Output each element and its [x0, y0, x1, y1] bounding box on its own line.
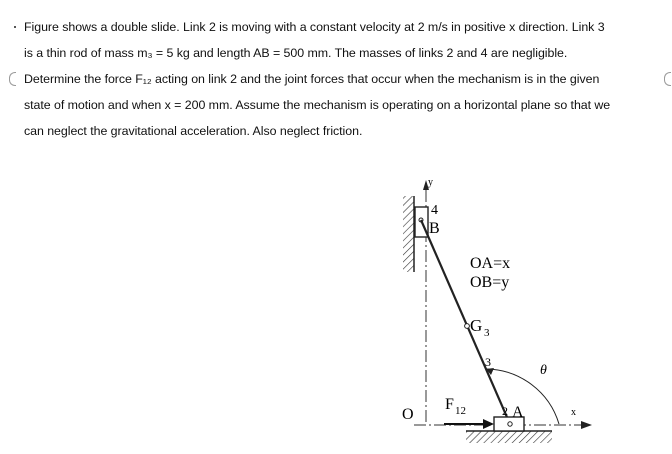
- oa-equals-x: OA=x: [470, 255, 511, 272]
- problem-line-1: Figure shows a double slide. Link 2 is moving with a constant velocity at 2 m/s in positive x direction. Link 3: [24, 20, 605, 34]
- problem-line-4: state of motion and when x = 200 mm. Assume the mechanism is operating on a horizontal plane so that we: [24, 98, 611, 112]
- y-axis-label: y: [428, 177, 433, 188]
- point-b-label: B: [429, 220, 440, 237]
- f12-subscript: 12: [455, 405, 466, 417]
- link-3-label: 3: [485, 355, 491, 369]
- g3-label: G: [470, 316, 483, 335]
- pin-a: [508, 422, 512, 426]
- ob-equals-y: OB=y: [470, 274, 510, 291]
- theta-label: θ: [540, 363, 547, 378]
- link-4-label: 4: [431, 203, 438, 218]
- x-axis-arrow: [581, 421, 592, 429]
- horizontal-ground-hatch: [466, 431, 552, 443]
- x-axis-label: x: [571, 407, 576, 418]
- origin-label: O: [402, 406, 414, 423]
- f12-arrow-head: [483, 419, 494, 429]
- f12-label: F: [445, 396, 454, 413]
- center-of-mass-g3: [465, 324, 470, 329]
- problem-line-3: Determine the force F₁₂ acting on link 2 and the joint forces that occur when the mechanism is in the given: [24, 72, 600, 86]
- vertical-ground-hatch: [403, 196, 414, 272]
- link-3-rod: [421, 220, 510, 424]
- link-2-label: 2: [502, 404, 508, 418]
- point-a-label: A: [512, 404, 524, 421]
- g3-subscript: 3: [484, 327, 490, 339]
- problem-line-5: can neglect the gravitational acceleration. Also neglect friction.: [24, 124, 363, 138]
- problem-line-2: is a thin rod of mass m₃ = 5 kg and length AB = 500 mm. The masses of links 2 and 4 are negligible.: [24, 46, 568, 60]
